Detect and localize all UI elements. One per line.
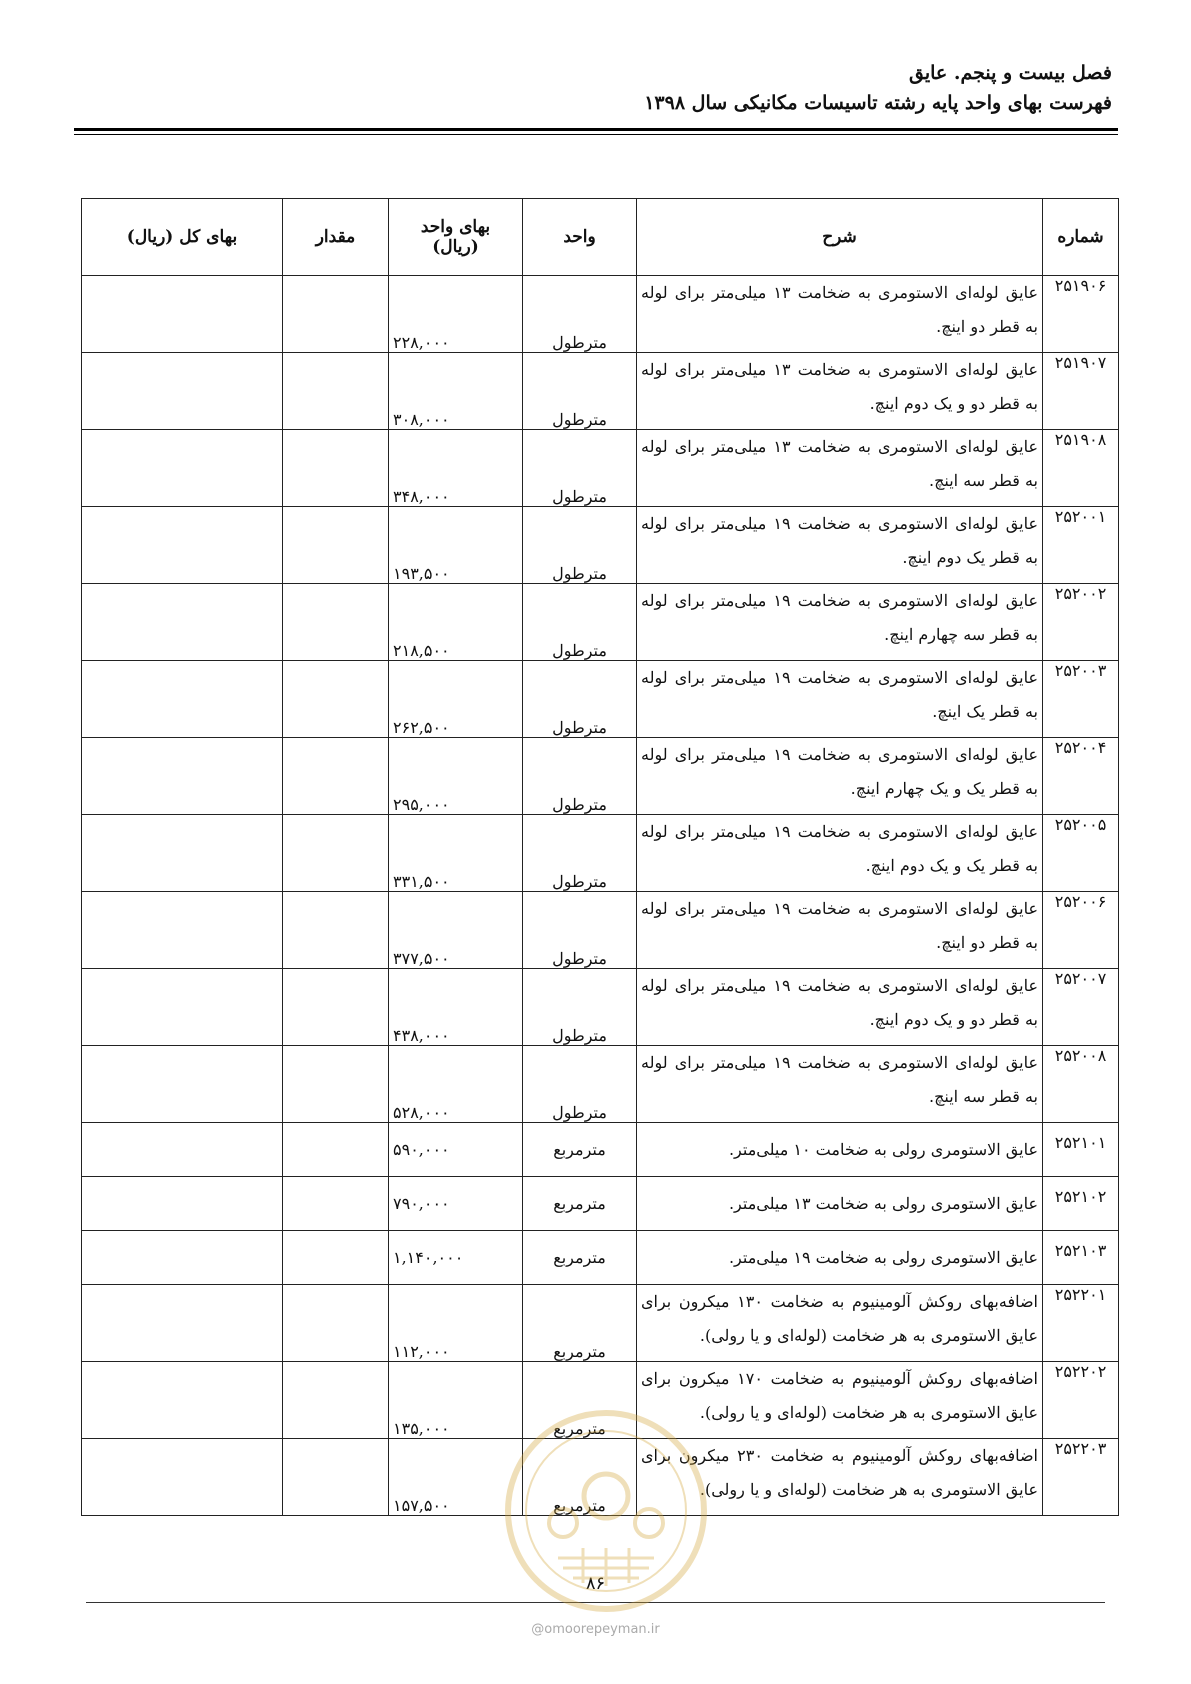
item-quantity: [283, 661, 389, 738]
table-row: [82, 969, 1119, 1046]
item-unit-price: ۲۶۲,۵۰۰: [389, 661, 523, 738]
item-unit-price: ۳۴۸,۰۰۰: [389, 430, 523, 507]
item-total-price: [82, 1285, 283, 1362]
item-code: ۲۵۲۰۰۸: [1043, 1046, 1119, 1123]
item-code: ۲۵۲۲۰۱: [1043, 1285, 1119, 1362]
item-total-price: [82, 1439, 283, 1516]
item-code: ۲۵۲۰۰۴: [1043, 738, 1119, 815]
item-total-price: [82, 507, 283, 584]
item-quantity: [283, 815, 389, 892]
item-unit: مترمربع: [523, 1439, 637, 1516]
price-table: [81, 198, 1119, 1516]
item-code: ۲۵۲۱۰۳: [1043, 1231, 1119, 1285]
item-code: ۲۵۲۰۰۳: [1043, 661, 1119, 738]
document-title: فهرست بهای واحد پایه رشته تاسیسات مکانیکی سال ۱۳۹۸: [644, 92, 1112, 114]
item-unit: مترطول: [523, 969, 637, 1046]
item-total-price: [82, 584, 283, 661]
item-unit: مترمربع: [523, 1177, 637, 1231]
item-quantity: [283, 1231, 389, 1285]
page-number: ۸۶: [585, 1573, 606, 1594]
header-description: شرح: [637, 199, 1043, 276]
item-total-price: [82, 892, 283, 969]
item-description: عایق لوله‌ای الاستومری به ضخامت ۱۳ میلی‌متر برای لوله به قطر دو و یک دوم اینچ.: [637, 353, 1043, 430]
item-description: عایق لوله‌ای الاستومری به ضخامت ۱۹ میلی‌متر برای لوله به قطر دو اینچ.: [637, 892, 1043, 969]
chapter-title: فصل بیست و پنجم. عایق: [908, 62, 1112, 84]
table-row: [82, 1123, 1119, 1177]
item-quantity: [283, 430, 389, 507]
item-code: ۲۵۱۹۰۷: [1043, 353, 1119, 430]
item-unit-price: ۲۱۸,۵۰۰: [389, 584, 523, 661]
footer-rule: [86, 1602, 1105, 1603]
item-total-price: [82, 1123, 283, 1177]
item-code: ۲۵۲۱۰۲: [1043, 1177, 1119, 1231]
item-unit: مترمربع: [523, 1231, 637, 1285]
item-quantity: [283, 892, 389, 969]
item-description: عایق لوله‌ای الاستومری به ضخامت ۱۹ میلی‌متر برای لوله به قطر دو و یک دوم اینچ.: [637, 969, 1043, 1046]
item-quantity: [283, 276, 389, 353]
item-description: عایق لوله‌ای الاستومری به ضخامت ۱۳ میلی‌متر برای لوله به قطر دو اینچ.: [637, 276, 1043, 353]
table-row: [82, 276, 1119, 353]
item-unit: مترطول: [523, 815, 637, 892]
table-row: [82, 661, 1119, 738]
table-row: [82, 815, 1119, 892]
item-quantity: [283, 353, 389, 430]
item-unit-price: ۵۹۰,۰۰۰: [389, 1123, 523, 1177]
item-unit-price: ۴۳۸,۰۰۰: [389, 969, 523, 1046]
item-total-price: [82, 969, 283, 1046]
item-total-price: [82, 353, 283, 430]
item-description: عایق لوله‌ای الاستومری به ضخامت ۱۹ میلی‌متر برای لوله به قطر یک دوم اینچ.: [637, 507, 1043, 584]
header-unit-price: بهای واحد (ریال): [389, 199, 523, 276]
item-unit-price: ۱۱۲,۰۰۰: [389, 1285, 523, 1362]
item-unit: مترطول: [523, 661, 637, 738]
table-row: [82, 1177, 1119, 1231]
item-total-price: [82, 1231, 283, 1285]
item-description: عایق الاستومری رولی به ضخامت ۱۹ میلی‌متر.: [637, 1231, 1043, 1285]
item-description: عایق لوله‌ای الاستومری به ضخامت ۱۳ میلی‌متر برای لوله به قطر سه اینچ.: [637, 430, 1043, 507]
item-description: عایق لوله‌ای الاستومری به ضخامت ۱۹ میلی‌متر برای لوله به قطر سه چهارم اینچ.: [637, 584, 1043, 661]
table-row: [82, 738, 1119, 815]
page-header: [644, 58, 1112, 118]
item-unit-price: ۳۷۷,۵۰۰: [389, 892, 523, 969]
table-header-row: [82, 199, 1119, 276]
header-rule-thick: [74, 128, 1118, 131]
table-row: [82, 1362, 1119, 1439]
item-unit: مترطول: [523, 430, 637, 507]
item-code: ۲۵۲۰۰۶: [1043, 892, 1119, 969]
table-row: [82, 1285, 1119, 1362]
item-unit: مترمربع: [523, 1362, 637, 1439]
item-description: عایق لوله‌ای الاستومری به ضخامت ۱۹ میلی‌متر برای لوله به قطر یک اینچ.: [637, 661, 1043, 738]
item-quantity: [283, 738, 389, 815]
header-rule-thin: [74, 134, 1118, 135]
item-total-price: [82, 276, 283, 353]
item-code: ۲۵۲۰۰۷: [1043, 969, 1119, 1046]
item-description: عایق لوله‌ای الاستومری به ضخامت ۱۹ میلی‌متر برای لوله به قطر یک و یک چهارم اینچ.: [637, 738, 1043, 815]
item-quantity: [283, 507, 389, 584]
header-code: شماره: [1043, 199, 1119, 276]
item-unit-price: ۳۰۸,۰۰۰: [389, 353, 523, 430]
item-total-price: [82, 1177, 283, 1231]
item-total-price: [82, 1046, 283, 1123]
item-unit-price: ۷۹۰,۰۰۰: [389, 1177, 523, 1231]
table-row: [82, 1439, 1119, 1516]
item-description: اضافه‌بهای روکش آلومینیوم به ضخامت ۱۷۰ میکرون برای عایق الاستومری به هر ضخامت (لوله‌ای و یا رولی).: [637, 1362, 1043, 1439]
item-unit-price: ۳۳۱,۵۰۰: [389, 815, 523, 892]
item-total-price: [82, 661, 283, 738]
item-code: ۲۵۱۹۰۶: [1043, 276, 1119, 353]
item-unit-price: ۲۹۵,۰۰۰: [389, 738, 523, 815]
item-unit: مترطول: [523, 892, 637, 969]
item-unit-price: ۱,۱۴۰,۰۰۰: [389, 1231, 523, 1285]
website-watermark: @omoorepeyman.ir: [531, 1622, 660, 1637]
header-quantity: مقدار: [283, 199, 389, 276]
item-unit-price: ۲۲۸,۰۰۰: [389, 276, 523, 353]
table-row: [82, 430, 1119, 507]
item-quantity: [283, 1123, 389, 1177]
header-total-price: بهای کل (ریال): [82, 199, 283, 276]
item-code: ۲۵۲۲۰۲: [1043, 1362, 1119, 1439]
item-unit: مترطول: [523, 738, 637, 815]
item-total-price: [82, 430, 283, 507]
item-total-price: [82, 738, 283, 815]
item-total-price: [82, 1362, 283, 1439]
table-row: [82, 353, 1119, 430]
item-unit: مترطول: [523, 1046, 637, 1123]
item-description: اضافه‌بهای روکش آلومینیوم به ضخامت ۲۳۰ میکرون برای عایق الاستومری به هر ضخامت (لوله‌ای و یا رولی).: [637, 1439, 1043, 1516]
item-code: ۲۵۱۹۰۸: [1043, 430, 1119, 507]
item-description: اضافه‌بهای روکش آلومینیوم به ضخامت ۱۳۰ میکرون برای عایق الاستومری به هر ضخامت (لوله‌ای و یا رولی).: [637, 1285, 1043, 1362]
item-quantity: [283, 584, 389, 661]
table-row: [82, 1231, 1119, 1285]
item-code: ۲۵۲۰۰۵: [1043, 815, 1119, 892]
table-row: [82, 507, 1119, 584]
item-description: عایق الاستومری رولی به ضخامت ۱۳ میلی‌متر.: [637, 1177, 1043, 1231]
item-quantity: [283, 1439, 389, 1516]
item-description: عایق الاستومری رولی به ضخامت ۱۰ میلی‌متر.: [637, 1123, 1043, 1177]
item-unit: مترطول: [523, 353, 637, 430]
item-code: ۲۵۲۰۰۲: [1043, 584, 1119, 661]
item-unit: مترطول: [523, 276, 637, 353]
header-unit: واحد: [523, 199, 637, 276]
item-code: ۲۵۲۱۰۱: [1043, 1123, 1119, 1177]
item-description: عایق لوله‌ای الاستومری به ضخامت ۱۹ میلی‌متر برای لوله به قطر سه اینچ.: [637, 1046, 1043, 1123]
item-unit: مترطول: [523, 507, 637, 584]
item-unit: مترطول: [523, 584, 637, 661]
item-unit-price: ۱۵۷,۵۰۰: [389, 1439, 523, 1516]
item-unit-price: ۱۳۵,۰۰۰: [389, 1362, 523, 1439]
item-quantity: [283, 1177, 389, 1231]
item-quantity: [283, 1362, 389, 1439]
item-total-price: [82, 815, 283, 892]
item-quantity: [283, 1046, 389, 1123]
item-unit-price: ۱۹۳,۵۰۰: [389, 507, 523, 584]
table-row: [82, 892, 1119, 969]
table-row: [82, 584, 1119, 661]
item-unit-price: ۵۲۸,۰۰۰: [389, 1046, 523, 1123]
item-code: ۲۵۲۲۰۳: [1043, 1439, 1119, 1516]
item-description: عایق لوله‌ای الاستومری به ضخامت ۱۹ میلی‌متر برای لوله به قطر یک و یک دوم اینچ.: [637, 815, 1043, 892]
item-code: ۲۵۲۰۰۱: [1043, 507, 1119, 584]
item-quantity: [283, 969, 389, 1046]
table-row: [82, 1046, 1119, 1123]
item-unit: مترمربع: [523, 1285, 637, 1362]
item-quantity: [283, 1285, 389, 1362]
item-unit: مترمربع: [523, 1123, 637, 1177]
